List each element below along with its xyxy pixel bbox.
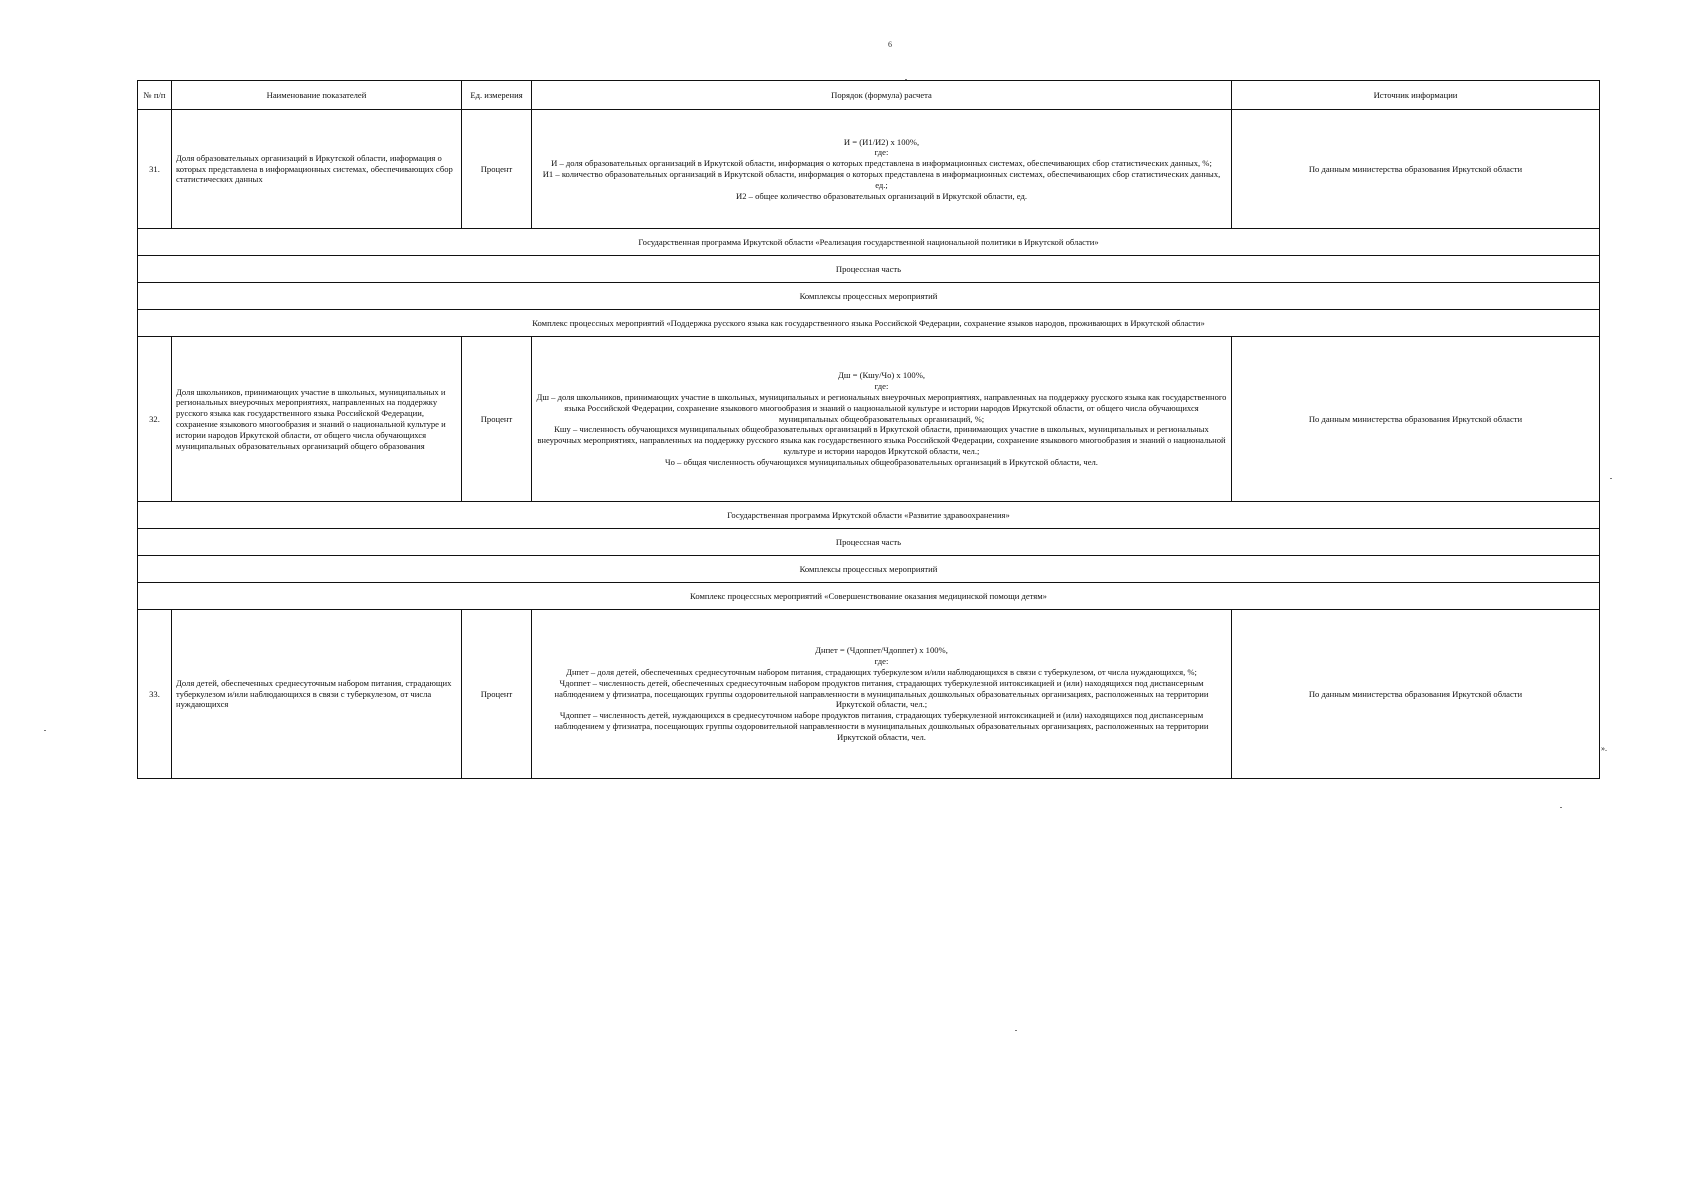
formula-line: где: [874, 656, 889, 667]
table-row [138, 337, 1600, 502]
indicator-name: Доля школьников, принимающих участие в школьных, муниципальных и региональных внеурочных мероприятиях, направленных на поддержку русского языка как государственного языка Российской Федерации, сохранение языкового многообразия и знаний о национальной культуре и истории народов Иркутской области, от общего числа обучающихся муниципальных образовательных организаций общего образования [172, 337, 462, 502]
formula [532, 110, 1232, 229]
header-row [138, 81, 1600, 110]
indicators-table [137, 80, 1600, 779]
unit: Процент [462, 337, 532, 502]
source: По данным министерства образования Иркутской области [1232, 337, 1600, 502]
scan-speck [1560, 807, 1562, 808]
section-row [138, 529, 1600, 556]
row-number: 32. [138, 337, 172, 502]
header-num: № п/п [138, 81, 172, 110]
formula-line: Кшу – численность обучающихся муниципальных общеобразовательных организаций в Иркутской области, принимающих участие в школьных, муниципальных и региональных внеурочных мероприятиях, направленных на поддержку русского языка как государственного языка Российской Федерации, сохранение языкового многообразия и знаний о национальной культуре и истории народов Иркутской области, чел.; [537, 424, 1226, 457]
formula-line: где: [874, 381, 889, 392]
indicator-name: Доля детей, обеспеченных среднесуточным набором питания, страдающих туберкулезом и/или наблюдающихся в связи с туберкулезом, от числа нуждающихся [172, 610, 462, 779]
formula-line: И – доля образовательных организаций в Иркутской области, информация о которых представлена в информационных системах, обеспечивающих сбор статистических данных, %; [551, 158, 1212, 169]
scan-speck [1610, 478, 1612, 479]
header-formula: Порядок (формула) расчета [532, 81, 1232, 110]
section-row [138, 502, 1600, 529]
complex-title: Комплекс процессных мероприятий «Совершенствование оказания медицинской помощи детям» [138, 583, 1600, 610]
header-name: Наименование показателей [172, 81, 462, 110]
formula-line: И = (И1/И2) х 100%, [843, 136, 920, 147]
scan-speck [905, 79, 907, 80]
section-row [138, 256, 1600, 283]
program-title: Государственная программа Иркутской области «Реализация государственной национальной политики в Иркутской области» [138, 229, 1600, 256]
formula-line: где: [874, 147, 889, 158]
row-number: 31. [138, 110, 172, 229]
table-row [138, 110, 1600, 229]
formula-line: Чдоппет – численность детей, нуждающихся в среднесуточном наборе продуктов питания, страдающих туберкулезной интоксикацией и (или) находящихся под диспансерным наблюдением у фтизиатра, посещающих группы оздоровительной направленности в муниципальных дошкольных образовательных организациях, расположенных на территории Иркутской области, чел. [554, 710, 1209, 742]
formula [532, 337, 1232, 502]
page-number: 6 [888, 40, 892, 49]
formula [532, 610, 1232, 779]
section-row [138, 310, 1600, 337]
formula-line: Дш – доля школьников, принимающих участие в школьных, муниципальных и региональных внеурочных мероприятиях, направленных на поддержку русского языка как государственного языка Российской Федерации, сохранение языкового многообразия и знаний о национальной культуре и истории народов Иркутской области, от общего числа обучающихся муниципальных общеобразовательных организаций, %; [536, 391, 1227, 424]
part-title: Процессная часть [138, 256, 1600, 283]
section-row [138, 556, 1600, 583]
section-row [138, 583, 1600, 610]
table-row [138, 610, 1600, 779]
part-title: Процессная часть [138, 529, 1600, 556]
formula-line: Чдоппет – численность детей, обеспеченных среднесуточным набором продуктов питания, страдающих туберкулезной интоксикацией и (или) находящихся под диспансерным наблюдением у фтизиатра, посещающих группы оздоровительной направленности в муниципальных дошкольных образовательных организациях, расположенных на территории Иркутской области, чел.; [554, 677, 1209, 710]
unit: Процент [462, 110, 532, 229]
indicator-name: Доля образовательных организаций в Иркутской области, информация о которых представлена в информационных системах, обеспечивающих сбор статистических данных [172, 110, 462, 229]
section-row [138, 229, 1600, 256]
source: По данным министерства образования Иркутской области [1232, 110, 1600, 229]
program-title: Государственная программа Иркутской области «Развитие здравоохранения» [138, 502, 1600, 529]
formula-line: И2 – общее количество образовательных организаций в Иркутской области, ед. [736, 190, 1027, 201]
row-number: 33. [138, 610, 172, 779]
section-row [138, 283, 1600, 310]
formula-line: Дш = (Кшу/Чо) х 100%, [837, 370, 926, 381]
unit: Процент [462, 610, 532, 779]
scan-speck [1015, 1030, 1017, 1031]
formula-line: Днпет = (Чдоппет/Чдоппет) х 100%, [815, 645, 948, 656]
source: По данным министерства образования Иркутской области [1232, 610, 1600, 779]
formula-line: И1 – количество образовательных организаций в Иркутской области, информация о которых представлена в информационных системах, обеспечивающих сбор статистических данных, ед.; [542, 169, 1221, 190]
scan-speck [44, 730, 46, 731]
complexes-title: Комплексы процессных мероприятий [138, 556, 1600, 583]
formula-line: Чо – общая численность обучающихся муниципальных общеобразовательных организаций в Иркутской области, чел. [665, 456, 1098, 467]
complex-title: Комплекс процессных мероприятий «Поддержка русского языка как государственного языка Российской Федерации, сохранение языков народов, проживающих в Иркутской области» [138, 310, 1600, 337]
formula-line: Днпет – доля детей, обеспеченных среднесуточным набором питания, страдающих туберкулезом и/или наблюдающихся в связи с туберкулезом, от числа нуждающихся, %; [566, 666, 1197, 677]
closing-quote-mark: ». [1601, 744, 1607, 753]
header-source: Источник информации [1232, 81, 1600, 110]
complexes-title: Комплексы процессных мероприятий [138, 283, 1600, 310]
header-unit: Ед. измерения [462, 81, 532, 110]
